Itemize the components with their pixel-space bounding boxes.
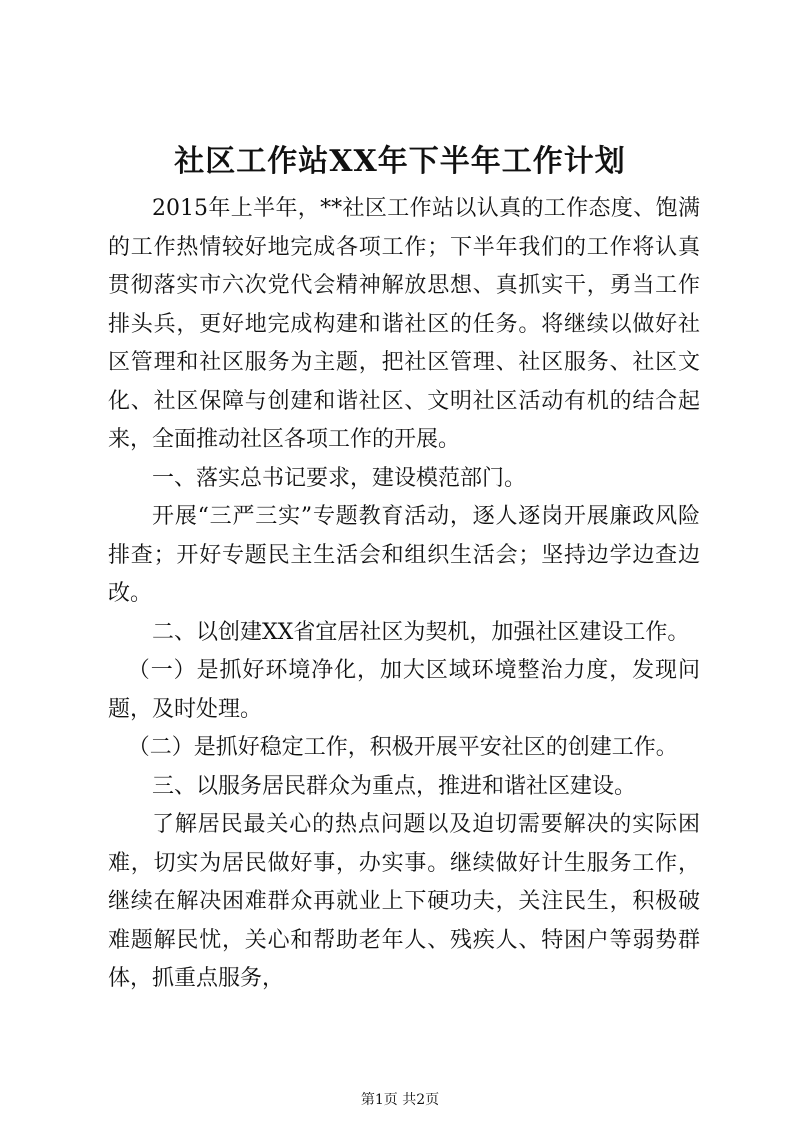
paragraph-section-1: 开展“三严三实”专题教育活动，逐人逐岗开展廉政风险排查；开好专题民主生活会和组织生活会；坚持边学边查边改。 [108,504,700,606]
paragraph-section-3: 了解居民最关心的热点问题以及迫切需要解决的实际困难，切实为居民做好事，办实事。继续做好计生服务工作，继续在解决困难群众再就业上下硬功夫，关注民生，积极破难题解民忧，关心和帮助老年人、残疾人、特困户等弱势群体，抓重点服务， [108,812,700,991]
section-heading-2: 二、以创建XX省宜居社区为契机，加强社区建设工作。 [152,619,690,645]
document-title: 社区工作站XX年下半年工作计划 [174,144,626,179]
section-heading-1: 一、落实总书记要求，建设模范部门。 [152,465,527,491]
document-body [108,190,700,999]
section-heading-3: 三、以服务居民群众为重点，推进和谐社区建设。 [152,773,637,799]
paragraph-intro: 2015年上半年，**社区工作站以认真的工作态度、饱满的工作热情较好地完成各项工作；下半年我们的工作将认真贯彻落实市六次党代会精神解放思想、真抓实干，勇当工作排头兵，更好地完成构建和谐社区的任务。将继续以做好社区管理和社区服务为主题，把社区管理、社区服务、社区文化、社区保障与创建和谐社区、文明社区活动有机的结合起来，全面推动社区各项工作的开展。 [108,196,700,452]
page-number-footer: 第1页 共2页 [360,1092,440,1108]
sub-item-1: （一）是抓好环境净化，加大区域环境整治力度，发现问题，及时处理。 [108,658,700,722]
sub-item-2: （二）是抓好稳定工作，积极开展平安社区的创建工作。 [127,735,678,760]
